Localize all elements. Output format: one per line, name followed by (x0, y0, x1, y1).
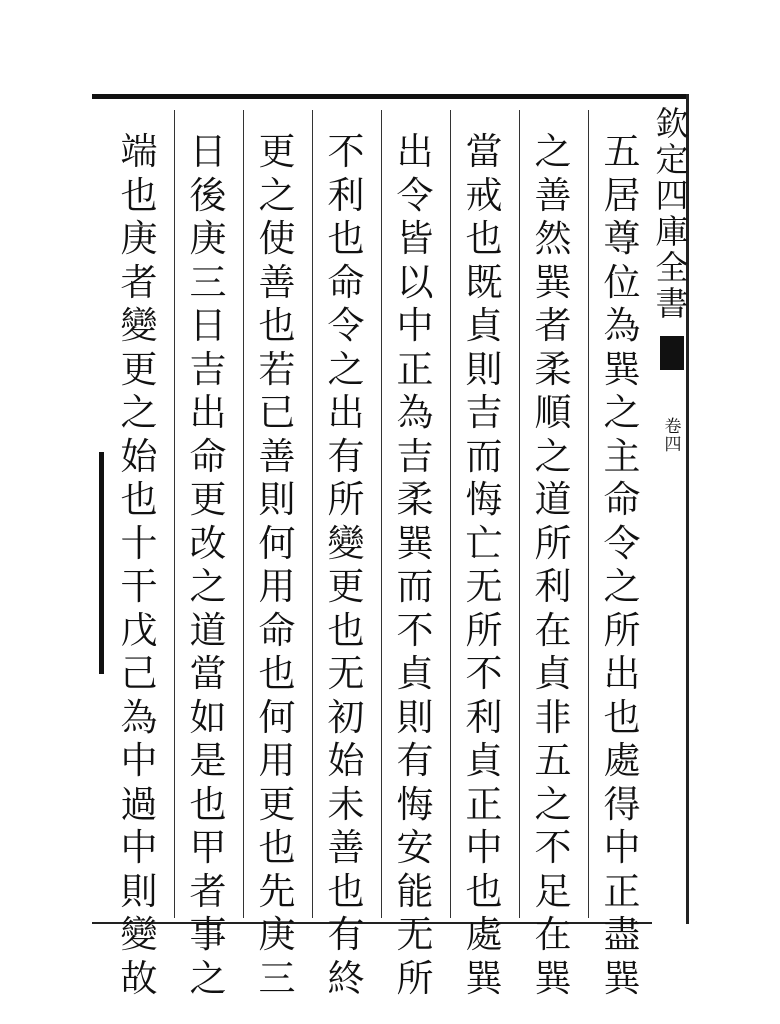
text-char: 所 (603, 608, 641, 652)
text-char: 主 (603, 434, 641, 478)
text-char: 也 (465, 217, 503, 260)
text-char: 巽 (465, 956, 503, 1000)
text-char: 正 (465, 782, 503, 826)
text-char: 之 (603, 565, 641, 608)
text-column (318, 130, 374, 1000)
text-char: 利 (534, 565, 572, 608)
text-char: 之 (603, 391, 641, 434)
text-char: 貞 (465, 304, 503, 347)
text-char: 善 (258, 260, 296, 304)
text-char: 也 (603, 695, 641, 739)
text-char: 戊 (120, 608, 158, 652)
text-column (180, 130, 236, 1000)
text-char: 更 (258, 782, 296, 826)
text-column (249, 130, 305, 1000)
text-char: 巽 (534, 260, 572, 304)
text-char: 令 (327, 304, 365, 347)
text-char: 而 (465, 434, 503, 478)
text-char: 之 (189, 565, 227, 608)
text-char: 在 (534, 913, 572, 956)
text-char: 貞 (465, 739, 503, 782)
text-char: 為 (603, 304, 641, 347)
text-char: 用 (258, 739, 296, 782)
text-char: 位 (603, 260, 641, 304)
text-char: 更 (120, 347, 158, 391)
text-char: 善 (327, 826, 365, 869)
text-char: 盡 (603, 913, 641, 956)
text-char: 命 (258, 608, 296, 652)
column-divider (174, 110, 175, 918)
text-char: 之 (189, 956, 227, 1000)
text-char: 有 (327, 434, 365, 478)
text-char: 初 (327, 695, 365, 739)
text-char: 為 (120, 695, 158, 739)
text-char: 令 (396, 173, 434, 217)
text-char: 則 (258, 478, 296, 521)
text-char: 也 (327, 869, 365, 913)
text-char: 既 (465, 260, 503, 304)
column-divider (450, 110, 451, 918)
text-char: 者 (189, 869, 227, 913)
column-divider (588, 110, 589, 918)
text-char: 當 (189, 652, 227, 695)
book-title-margin (654, 106, 690, 322)
text-char: 五 (534, 739, 572, 782)
text-char: 者 (534, 304, 572, 347)
text-char: 吉 (189, 347, 227, 391)
text-char: 安 (396, 826, 434, 869)
fishtail-mark (660, 336, 684, 370)
text-char: 事 (189, 913, 227, 956)
text-char: 悔 (465, 478, 503, 521)
text-char: 變 (327, 521, 365, 565)
text-char: 所 (465, 608, 503, 652)
text-char: 能 (396, 869, 434, 913)
text-char: 得 (603, 782, 641, 826)
text-char: 五 (603, 130, 641, 173)
text-char: 之 (327, 347, 365, 391)
top-border-rule (92, 94, 688, 99)
text-char: 己 (120, 652, 158, 695)
text-char: 更 (189, 478, 227, 521)
text-char: 日 (189, 304, 227, 347)
text-char: 也 (327, 217, 365, 260)
text-char: 不 (327, 130, 365, 173)
text-char: 當 (465, 130, 503, 173)
text-char: 處 (603, 739, 641, 782)
margin-title-char: 四 (655, 176, 689, 215)
text-char: 何 (258, 695, 296, 739)
text-char: 中 (120, 739, 158, 782)
text-char: 則 (465, 347, 503, 391)
margin-title-char: 全 (655, 248, 689, 287)
text-char: 之 (534, 782, 572, 826)
text-char: 更 (327, 565, 365, 608)
text-char: 命 (189, 434, 227, 478)
text-char: 足 (534, 869, 572, 913)
text-char: 處 (465, 913, 503, 956)
text-char: 有 (327, 913, 365, 956)
text-char: 之 (534, 130, 572, 173)
text-char: 若 (258, 347, 296, 391)
margin-title-char: 定 (655, 140, 689, 179)
text-char: 命 (603, 478, 641, 521)
text-char: 巽 (603, 347, 641, 391)
text-char: 日 (189, 130, 227, 173)
text-char: 三 (189, 260, 227, 304)
text-column (525, 130, 581, 1000)
text-char: 吉 (465, 391, 503, 434)
text-char: 中 (465, 826, 503, 869)
margin-title-char: 庫 (655, 212, 689, 251)
text-char: 中 (603, 826, 641, 869)
text-char: 吉 (396, 434, 434, 478)
text-char: 尊 (603, 217, 641, 260)
text-char: 庚 (258, 913, 296, 956)
text-char: 巽 (396, 521, 434, 565)
text-char: 出 (327, 391, 365, 434)
text-char: 也 (258, 304, 296, 347)
text-char: 也 (189, 782, 227, 826)
text-char: 之 (258, 173, 296, 217)
text-char: 善 (258, 434, 296, 478)
column-divider (312, 110, 313, 918)
text-char: 變 (120, 304, 158, 347)
text-char: 不 (396, 608, 434, 652)
text-char: 出 (603, 652, 641, 695)
volume-label (660, 418, 686, 454)
text-char: 正 (396, 347, 434, 391)
text-char: 是 (189, 739, 227, 782)
text-column (111, 130, 167, 1000)
text-char: 使 (258, 217, 296, 260)
text-char: 干 (120, 565, 158, 608)
text-char: 也 (120, 173, 158, 217)
text-char: 也 (465, 869, 503, 913)
text-char: 之 (534, 434, 572, 478)
text-char: 改 (189, 521, 227, 565)
text-char: 巽 (534, 956, 572, 1000)
text-char: 如 (189, 695, 227, 739)
text-char: 則 (120, 869, 158, 913)
text-char: 然 (534, 217, 572, 260)
text-char: 後 (189, 173, 227, 217)
text-char: 故 (120, 956, 158, 1000)
text-char: 亡 (465, 521, 503, 565)
text-char: 中 (120, 826, 158, 869)
text-char: 以 (396, 260, 434, 304)
text-char: 非 (534, 695, 572, 739)
text-char: 用 (258, 565, 296, 608)
text-char: 而 (396, 565, 434, 608)
text-char: 終 (327, 956, 365, 1000)
text-char: 出 (396, 130, 434, 173)
text-char: 三 (258, 956, 296, 1000)
text-char: 无 (396, 913, 434, 956)
text-char: 始 (120, 434, 158, 478)
text-char: 无 (327, 652, 365, 695)
text-char: 巽 (603, 956, 641, 1000)
text-char: 所 (327, 478, 365, 521)
text-char: 先 (258, 869, 296, 913)
text-char: 貞 (396, 652, 434, 695)
text-char: 過 (120, 782, 158, 826)
column-divider (381, 110, 382, 918)
text-char: 皆 (396, 217, 434, 260)
text-char: 所 (396, 956, 434, 1000)
margin-title-char: 欽 (655, 104, 689, 143)
text-char: 順 (534, 391, 572, 434)
text-char: 出 (189, 391, 227, 434)
text-char: 之 (120, 391, 158, 434)
column-divider (243, 110, 244, 918)
text-char: 甲 (189, 826, 227, 869)
text-char: 庚 (120, 217, 158, 260)
text-char: 也 (258, 826, 296, 869)
text-char: 柔 (534, 347, 572, 391)
text-char: 利 (327, 173, 365, 217)
text-column (594, 130, 650, 1000)
text-char: 中 (396, 304, 434, 347)
text-char: 道 (534, 478, 572, 521)
text-column (387, 130, 443, 1000)
text-char: 何 (258, 521, 296, 565)
text-char: 變 (120, 913, 158, 956)
text-char: 命 (327, 260, 365, 304)
text-char: 道 (189, 608, 227, 652)
text-char: 也 (120, 478, 158, 521)
text-char: 不 (465, 652, 503, 695)
text-char: 无 (465, 565, 503, 608)
text-char: 在 (534, 608, 572, 652)
text-char: 正 (603, 869, 641, 913)
binding-margin-bar (99, 452, 104, 674)
column-divider (519, 110, 520, 918)
text-char: 貞 (534, 652, 572, 695)
text-char: 戒 (465, 173, 503, 217)
volume-label-char: 卷 (664, 417, 682, 437)
text-char: 庚 (189, 217, 227, 260)
text-char: 更 (258, 130, 296, 173)
text-char: 柔 (396, 478, 434, 521)
text-char: 有 (396, 739, 434, 782)
text-char: 利 (465, 695, 503, 739)
text-char: 已 (258, 391, 296, 434)
text-char: 令 (603, 521, 641, 565)
text-char: 善 (534, 173, 572, 217)
text-char: 未 (327, 782, 365, 826)
text-char: 為 (396, 391, 434, 434)
text-char: 也 (327, 608, 365, 652)
text-char: 始 (327, 739, 365, 782)
text-char: 十 (120, 521, 158, 565)
text-char: 也 (258, 652, 296, 695)
text-char: 不 (534, 826, 572, 869)
text-char: 者 (120, 260, 158, 304)
margin-title-char: 書 (655, 284, 689, 323)
volume-label-char: 四 (664, 435, 682, 455)
text-column (456, 130, 512, 1000)
text-char: 居 (603, 173, 641, 217)
text-char: 所 (534, 521, 572, 565)
text-char: 則 (396, 695, 434, 739)
text-char: 悔 (396, 782, 434, 826)
text-char: 端 (120, 130, 158, 173)
